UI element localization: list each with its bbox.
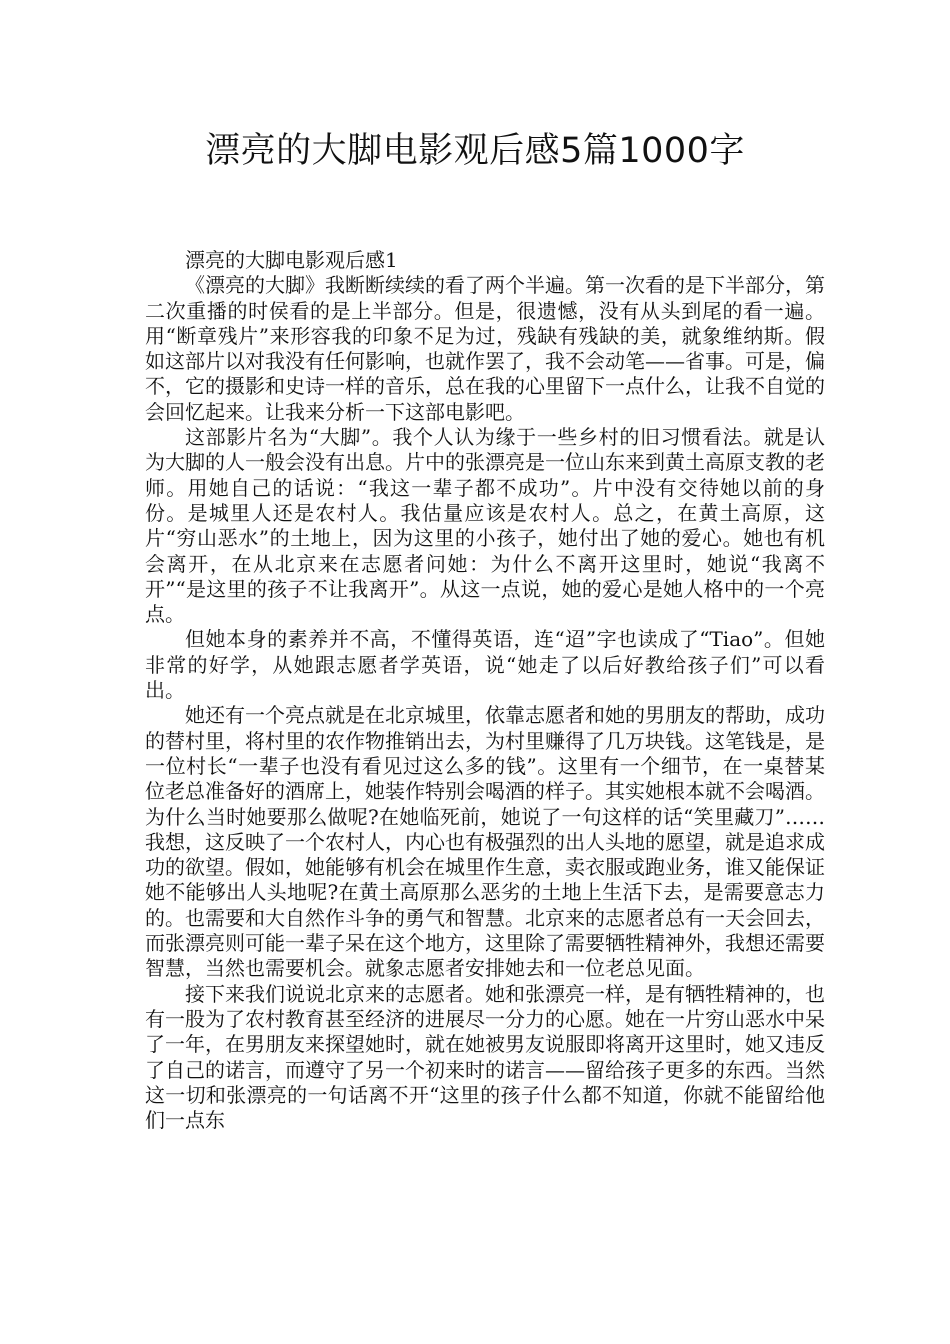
section-heading: 漂亮的大脚电影观后感1 [185,248,398,272]
paragraph-4: 她还有一个亮点就是在北京城里，依靠志愿者和她的男朋友的帮助，成功的替村里，将村里的农作物推销出去，为村里赚得了几万块钱。这笔钱是，是一位村长“一辈子也没有看见过这么多的钱”。这里有一个细节，在一桌替某位老总准备好的酒席上，她装作特别会喝酒的样子。其实她根本就不会喝酒。为什么当时她要那么做呢?在她临死前，她说了一句这样的话“笑里藏刀”……我想，这反映了一个农村人，内心也有极强烈的出人头地的愿望，就是追求成功的欲望。假如，她能够有机会在城里作生意，卖衣服或跑业务，谁又能保证她不能够出人头地呢?在黄土高原那么恶劣的土地上生活下去，是需要意志力的。也需要和大自然作斗争的勇气和智慧。北京来的志愿者总有一天会回去，而张漂亮则可能一辈子呆在这个地方，这里除了需要牺牲精神外，我想还需要智慧，当然也需要机会。就象志愿者安排她去和一位老总见面。 [145,703,825,981]
paragraph-5: 接下来我们说说北京来的志愿者。她和张漂亮一样，是有牺牲精神的，也有一股为了农村教育甚至经济的进展尽一分力的心愿。她在一片穷山恶水中呆了一年，在男朋友来探望她时，就在她被男友说服即将离开这里时，她又违反了自己的诺言，而遵守了另一个初来时的诺言——留给孩子更多的东西。当然这一切和张漂亮的一句话离不开“这里的孩子什么都不知道，你就不能留给他们一点东 [145,981,825,1133]
paragraph-1: 《漂亮的大脚》我断断续续的看了两个半遍。第一次看的是下半部分，第二次重播的时侯看的是上半部分。但是，很遗憾，没有从头到尾的看一遍。用“断章残片”来形容我的印象不足为过，残缺有残缺的美，就象维纳斯。假如这部片以对我没有任何影响，也就作罢了，我不会动笔——省事。可是，偏不，它的摄影和史诗一样的音乐，总在我的心里留下一点什么，让我不自觉的会回忆起来。让我来分析一下这部电影吧。 [145,273,825,424]
paragraph-2: 这部影片名为“大脚”。我个人认为缘于一些乡村的旧习惯看法。就是认为大脚的人一般会没有出息。片中的张漂亮是一位山东来到黄土高原支教的老师。用她自己的话说：“我这一辈子都不成功”。片中没有交待她以前的身份。是城里人还是农村人。我估量应该是农村人。总之，在黄土高原，这片“穷山恶水”的土地上，因为这里的小孩子，她付出了她的爱心。她也有机会离开，在从北京来在志愿者问她：为什么不离开这里时，她说“我离不开”“是这里的孩子不让我离开”。从这一点说，她的爱心是她人格中的一个亮点。 [145,425,825,627]
document-title: 漂亮的大脚电影观后感5篇1000字 [205,131,745,171]
paragraph-3: 但她本身的素养并不高，不懂得英语，连“迢”字也读成了“Tiao”。但她非常的好学，从她跟志愿者学英语，说“她走了以后好教给孩子们”可以看出。 [145,627,825,703]
document-body [145,248,825,1133]
